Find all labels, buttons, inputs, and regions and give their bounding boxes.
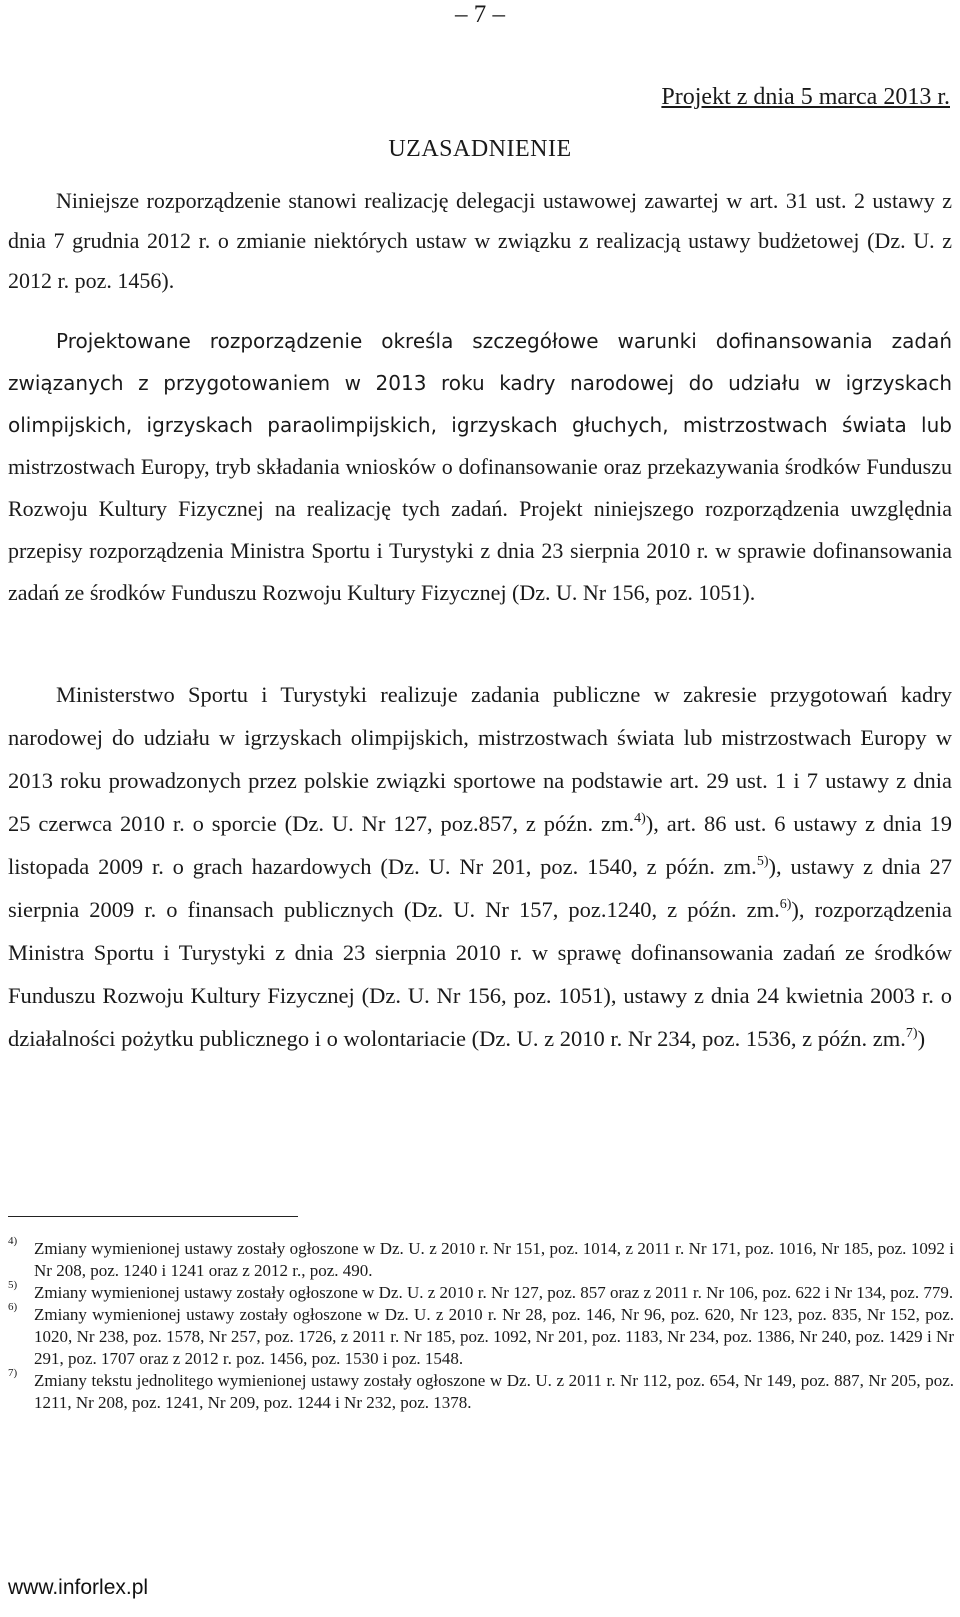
footnote-separator xyxy=(8,1216,298,1217)
footnote-item xyxy=(8,1235,954,1282)
footnote-text: Zmiany wymienionej ustawy zostały ogłoszone w Dz. U. z 2010 r. Nr 28, poz. 146, Nr 96, poz. 620, Nr 123, poz. 835, Nr 152, poz. 1020, Nr 238, poz. 1578, Nr 257, poz. 1726, z 2011 r. Nr 185, poz. 1092, Nr 201, poz. 1183, Nr 234, poz. 1386, Nr 240, poz. 1429 i Nr 291, poz. 1707 oraz z 2012 r. poz. 1456, poz. 1530 i poz. 1548. xyxy=(34,1305,954,1368)
footnote-text: Zmiany wymienionej ustawy zostały ogłoszone w Dz. U. z 2010 r. Nr 127, poz. 857 oraz z 2011 r. Nr 106, poz. 622 i Nr 134, poz. 779. xyxy=(34,1283,954,1302)
footnote-item xyxy=(8,1367,954,1414)
paragraph-scope-part-b: mistrzostwach Europy, tryb składania wniosków o dofinansowanie oraz przekazywania środków Funduszu Rozwoju Kultury Fizycznej na realizację tych zadań. Projekt niniejszego rozporządzenia uwzględnia przepisy rozporządzenia Ministra Sportu i Turystyki z dnia 23 sierpnia 2010 r. w sprawie dofinansowania zadań ze środków Funduszu Rozwoju Kultury Fizycznej (Dz. U. Nr 156, poz. 1051). xyxy=(8,454,952,605)
document-heading: UZASADNIENIE xyxy=(388,136,572,162)
paragraph-text-segment: ), rozporządzenia Ministra Sportu i Turystyki z dnia 23 sierpnia 2010 r. w sprawę dofinansowania zadań ze środków Funduszu Rozwoju Kultury Fizycznej (Dz. U. Nr 156, poz. 1051), ustawy z dnia 24 kwietnia 2003 r. o działalności pożytku publicznego i o wolontariacie (Dz. U. z 2010 r. Nr 234, poz. 1536, z późn. zm. xyxy=(8,897,952,1051)
footnote-item xyxy=(8,1301,954,1370)
footnote-text: Zmiany wymienionej ustawy zostały ogłoszone w Dz. U. z 2010 r. Nr 151, poz. 1014, z 2011 r. Nr 171, poz. 1016, Nr 185, poz. 1092 i Nr 208, poz. 1240 i 1241 oraz z 2012 r., poz. 490. xyxy=(34,1239,954,1280)
paragraph-text-segment: ), ustawy z dnia 27 sierpnia 2009 r. o finansach publicznych (Dz. U. Nr 157, poz.1240, z późn. zm. xyxy=(8,854,952,922)
page-number: – 7 – xyxy=(455,1,505,28)
footnotes-list xyxy=(8,1235,954,1414)
footnote-text: Zmiany tekstu jednolitego wymienionej ustawy zostały ogłoszone w Dz. U. z 2011 r. Nr 112, poz. 654, Nr 149, poz. 887, Nr 205, poz. 1211, Nr 208, poz. 1241, Nr 209, poz. 1244 i Nr 232, poz. 1378. xyxy=(34,1371,954,1412)
paragraph-text-segment: ), art. 86 ust. 6 ustawy z dnia 19 listopada 2009 r. o grach hazardowych (Dz. U. Nr 201, poz. 1540, z późn. zm. xyxy=(8,811,952,879)
paragraph-scope xyxy=(8,320,952,614)
project-date: Projekt z dnia 5 marca 2013 r. xyxy=(661,84,950,110)
footnote-ref-7[interactable]: 7) xyxy=(905,1026,918,1041)
footnote-item xyxy=(8,1279,954,1304)
website-link[interactable]: www.inforlex.pl xyxy=(8,1576,149,1599)
paragraph-text-segment: Ministerstwo Sportu i Turystyki realizuje zadania publiczne w zakresie przygotowań kadry narodowej do udziału w igrzyskach olimpijskich, mistrzostwach świata lub mistrzostwach Europy w 2013 roku prowadzonych przez polskie związki sportowe na podstawie art. 29 ust. 1 i 7 ustawy z dnia 25 czerwca 2010 r. o sporcie (Dz. U. Nr 127, poz.857, z późn. zm. xyxy=(8,682,952,836)
paragraph-text-segment: ) xyxy=(917,1026,926,1051)
footnote-ref-6[interactable]: 6) xyxy=(779,897,792,912)
paragraph-legal-basis: Niniejsze rozporządzenie stanowi realizację delegacji ustawowej zawartej w art. 31 ust. 2 ustawy z dnia 7 grudnia 2012 r. o zmianie niektórych ustaw w związku z realizacją ustawy budżetowej (Dz. U. z 2012 r. poz. 1456). xyxy=(8,188,952,293)
footnote-label: 7) xyxy=(8,1367,18,1379)
footnote-label: 5) xyxy=(8,1279,18,1291)
footnote-label: 6) xyxy=(8,1301,18,1313)
footnote-ref-5[interactable]: 5) xyxy=(756,854,769,869)
footnote-label: 4) xyxy=(8,1235,18,1247)
footnote-ref-4[interactable]: 4) xyxy=(634,811,646,826)
paragraph-scope-part-a: Projektowane rozporządzenie określa szczegółowe warunki dofinansowania zadań związanych z przygotowaniem w 2013 roku kadry narodowej do udziału w igrzyskach olimpijskich, igrzyskach paraolimpijskich, igrzyskach głuchych, mistrzostwach świata lub xyxy=(8,329,952,437)
paragraph-ministry-tasks xyxy=(8,673,952,1060)
